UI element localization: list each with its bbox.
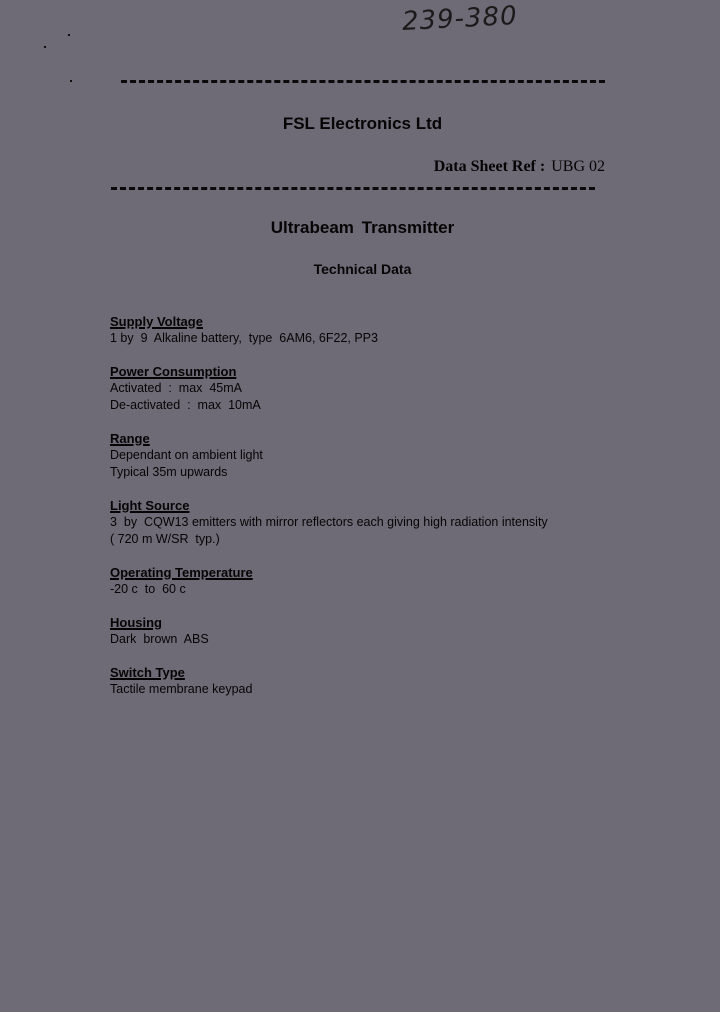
- scan-speck: [70, 80, 72, 82]
- spec-housing: [110, 614, 630, 648]
- spec-power-consumption: [110, 363, 630, 414]
- spec-value: Typical 35m upwards: [110, 465, 228, 479]
- spec-range: [110, 430, 630, 481]
- spec-value: Dark brown ABS: [110, 632, 209, 646]
- spec-value: Tactile membrane keypad: [110, 682, 253, 696]
- spec-value: 3 by CQW13 emitters with mirror reflectors each giving high radiation intensity: [110, 515, 548, 529]
- spec-title: Range: [110, 431, 150, 446]
- document-subtitle: Technical Data: [313, 261, 412, 277]
- data-sheet-label: Data Sheet Ref :: [433, 158, 546, 175]
- spec-switch-type: [110, 664, 630, 698]
- spec-title: Power Consumption: [110, 364, 237, 379]
- product-title: Ultrabeam Transmitter: [270, 218, 455, 237]
- dashed-divider-middle: [111, 187, 595, 190]
- spec-value: -20 c to 60 c: [110, 582, 186, 596]
- spec-title: Light Source: [110, 498, 190, 513]
- scan-speck: [68, 34, 70, 36]
- spec-value: Activated : max 45mA: [110, 381, 242, 395]
- spec-title: Operating Temperature: [110, 565, 253, 580]
- spec-value: 1 by 9 Alkaline battery, type 6AM6, 6F22, PP3: [110, 331, 378, 345]
- spec-operating-temperature: [110, 564, 630, 598]
- spec-value: De-activated : max 10mA: [110, 398, 261, 412]
- spec-title: Supply Voltage: [110, 314, 203, 329]
- spec-value: ( 720 m W/SR typ.): [110, 532, 220, 546]
- handwritten-reference-number: 239-380: [401, 0, 519, 38]
- spec-title: Switch Type: [110, 665, 185, 680]
- scan-speck: [44, 46, 46, 48]
- spec-supply-voltage: [110, 313, 630, 347]
- dashed-divider-top: [121, 80, 605, 83]
- spec-title: Housing: [110, 615, 162, 630]
- spec-value: Dependant on ambient light: [110, 448, 263, 462]
- spec-light-source: [110, 497, 630, 548]
- spec-list: [110, 313, 630, 714]
- company-name: FSL Electronics Ltd: [282, 114, 443, 133]
- data-sheet-reference: [434, 158, 605, 176]
- data-sheet-code: UBG 02: [551, 158, 605, 175]
